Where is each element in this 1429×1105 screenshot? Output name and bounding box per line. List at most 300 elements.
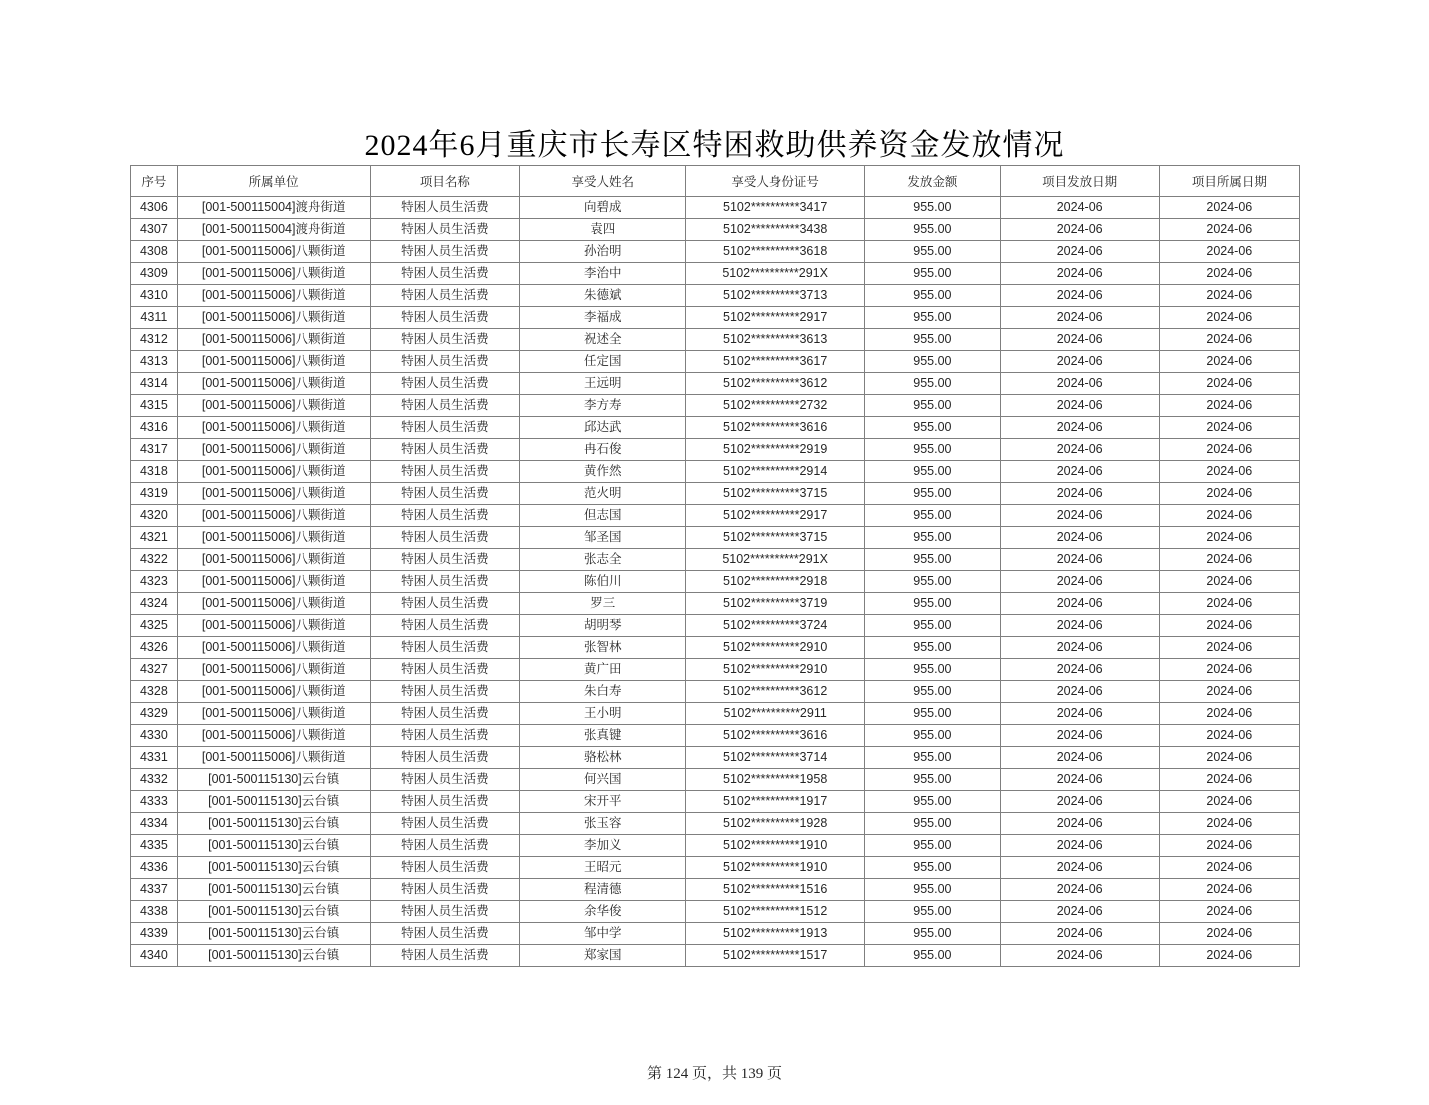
cell-period_date: 2024-06 [1159, 241, 1299, 263]
cell-id: 5102**********1917 [686, 791, 865, 813]
cell-period_date: 2024-06 [1159, 351, 1299, 373]
cell-name: 袁四 [520, 219, 686, 241]
cell-project: 特困人员生活费 [370, 395, 520, 417]
table-row [131, 351, 1300, 373]
cell-name: 但志国 [520, 505, 686, 527]
cell-period_date: 2024-06 [1159, 549, 1299, 571]
cell-amount: 955.00 [865, 835, 1001, 857]
cell-period_date: 2024-06 [1159, 395, 1299, 417]
cell-amount: 955.00 [865, 461, 1001, 483]
cell-unit: [001-500115130]云台镇 [177, 901, 370, 923]
cell-project: 特困人员生活费 [370, 461, 520, 483]
table-row [131, 769, 1300, 791]
cell-name: 黄作然 [520, 461, 686, 483]
cell-id: 5102**********1928 [686, 813, 865, 835]
table-row [131, 725, 1300, 747]
table-row [131, 593, 1300, 615]
cell-seq: 4338 [131, 901, 178, 923]
cell-issue_date: 2024-06 [1000, 329, 1159, 351]
cell-project: 特困人员生活费 [370, 505, 520, 527]
cell-id: 5102**********1516 [686, 879, 865, 901]
cell-project: 特困人员生活费 [370, 703, 520, 725]
cell-amount: 955.00 [865, 725, 1001, 747]
cell-issue_date: 2024-06 [1000, 197, 1159, 219]
cell-name: 李加义 [520, 835, 686, 857]
cell-name: 程清德 [520, 879, 686, 901]
cell-unit: [001-500115004]渡舟街道 [177, 197, 370, 219]
cell-seq: 4330 [131, 725, 178, 747]
cell-id: 5102**********3618 [686, 241, 865, 263]
cell-seq: 4310 [131, 285, 178, 307]
col-header-unit: 所属单位 [177, 166, 370, 197]
cell-issue_date: 2024-06 [1000, 549, 1159, 571]
cell-project: 特困人员生活费 [370, 901, 520, 923]
cell-id: 5102**********1958 [686, 769, 865, 791]
cell-seq: 4333 [131, 791, 178, 813]
table-row [131, 263, 1300, 285]
cell-issue_date: 2024-06 [1000, 659, 1159, 681]
cell-project: 特困人员生活费 [370, 813, 520, 835]
cell-id: 5102**********1913 [686, 923, 865, 945]
cell-amount: 955.00 [865, 923, 1001, 945]
cell-project: 特困人员生活费 [370, 307, 520, 329]
table-body [131, 197, 1300, 967]
table-row [131, 703, 1300, 725]
cell-unit: [001-500115006]八颗街道 [177, 505, 370, 527]
cell-period_date: 2024-06 [1159, 197, 1299, 219]
cell-seq: 4315 [131, 395, 178, 417]
cell-issue_date: 2024-06 [1000, 923, 1159, 945]
cell-unit: [001-500115006]八颗街道 [177, 285, 370, 307]
cell-name: 李福成 [520, 307, 686, 329]
cell-unit: [001-500115006]八颗街道 [177, 659, 370, 681]
table-row [131, 439, 1300, 461]
cell-unit: [001-500115130]云台镇 [177, 791, 370, 813]
table-row [131, 901, 1300, 923]
cell-project: 特困人员生活费 [370, 549, 520, 571]
cell-project: 特困人员生活费 [370, 263, 520, 285]
cell-unit: [001-500115006]八颗街道 [177, 703, 370, 725]
cell-seq: 4313 [131, 351, 178, 373]
cell-issue_date: 2024-06 [1000, 593, 1159, 615]
cell-name: 余华俊 [520, 901, 686, 923]
cell-project: 特困人员生活费 [370, 241, 520, 263]
cell-seq: 4311 [131, 307, 178, 329]
cell-unit: [001-500115006]八颗街道 [177, 395, 370, 417]
table-row [131, 813, 1300, 835]
cell-period_date: 2024-06 [1159, 329, 1299, 351]
cell-name: 骆松林 [520, 747, 686, 769]
cell-amount: 955.00 [865, 285, 1001, 307]
cell-id: 5102**********1512 [686, 901, 865, 923]
cell-amount: 955.00 [865, 593, 1001, 615]
cell-id: 5102**********3724 [686, 615, 865, 637]
cell-issue_date: 2024-06 [1000, 945, 1159, 967]
cell-id: 5102**********3714 [686, 747, 865, 769]
cell-project: 特困人员生活费 [370, 945, 520, 967]
cell-id: 5102**********3612 [686, 373, 865, 395]
cell-unit: [001-500115130]云台镇 [177, 835, 370, 857]
table-row [131, 307, 1300, 329]
cell-name: 张智林 [520, 637, 686, 659]
cell-unit: [001-500115006]八颗街道 [177, 263, 370, 285]
table-row [131, 747, 1300, 769]
cell-issue_date: 2024-06 [1000, 571, 1159, 593]
cell-name: 王小明 [520, 703, 686, 725]
cell-id: 5102**********2917 [686, 307, 865, 329]
cell-name: 郑家国 [520, 945, 686, 967]
cell-period_date: 2024-06 [1159, 813, 1299, 835]
cell-issue_date: 2024-06 [1000, 527, 1159, 549]
table-row [131, 681, 1300, 703]
cell-name: 朱白寿 [520, 681, 686, 703]
cell-id: 5102**********3613 [686, 329, 865, 351]
cell-period_date: 2024-06 [1159, 263, 1299, 285]
cell-project: 特困人员生活费 [370, 637, 520, 659]
col-header-seq: 序号 [131, 166, 178, 197]
cell-amount: 955.00 [865, 241, 1001, 263]
cell-id: 5102**********3616 [686, 417, 865, 439]
cell-seq: 4327 [131, 659, 178, 681]
cell-id: 5102**********2910 [686, 659, 865, 681]
table-row [131, 241, 1300, 263]
cell-project: 特困人员生活费 [370, 329, 520, 351]
cell-project: 特困人员生活费 [370, 285, 520, 307]
cell-seq: 4312 [131, 329, 178, 351]
cell-name: 冉石俊 [520, 439, 686, 461]
cell-period_date: 2024-06 [1159, 681, 1299, 703]
cell-period_date: 2024-06 [1159, 945, 1299, 967]
cell-unit: [001-500115006]八颗街道 [177, 373, 370, 395]
cell-unit: [001-500115006]八颗街道 [177, 483, 370, 505]
table-row [131, 879, 1300, 901]
cell-amount: 955.00 [865, 307, 1001, 329]
cell-amount: 955.00 [865, 747, 1001, 769]
cell-unit: [001-500115130]云台镇 [177, 879, 370, 901]
cell-project: 特困人员生活费 [370, 835, 520, 857]
cell-issue_date: 2024-06 [1000, 439, 1159, 461]
cell-name: 张玉容 [520, 813, 686, 835]
cell-id: 5102**********3713 [686, 285, 865, 307]
cell-id: 5102**********1517 [686, 945, 865, 967]
cell-seq: 4318 [131, 461, 178, 483]
col-header-period-date: 项目所属日期 [1159, 166, 1299, 197]
cell-amount: 955.00 [865, 879, 1001, 901]
cell-period_date: 2024-06 [1159, 307, 1299, 329]
cell-unit: [001-500115006]八颗街道 [177, 417, 370, 439]
cell-period_date: 2024-06 [1159, 879, 1299, 901]
cell-seq: 4306 [131, 197, 178, 219]
cell-seq: 4336 [131, 857, 178, 879]
cell-id: 5102**********2919 [686, 439, 865, 461]
table-row [131, 197, 1300, 219]
cell-name: 王远明 [520, 373, 686, 395]
cell-issue_date: 2024-06 [1000, 703, 1159, 725]
table-row [131, 571, 1300, 593]
cell-amount: 955.00 [865, 637, 1001, 659]
cell-name: 张志全 [520, 549, 686, 571]
cell-amount: 955.00 [865, 813, 1001, 835]
cell-project: 特困人员生活费 [370, 681, 520, 703]
cell-id: 5102**********291X [686, 263, 865, 285]
cell-period_date: 2024-06 [1159, 791, 1299, 813]
cell-unit: [001-500115006]八颗街道 [177, 351, 370, 373]
cell-amount: 955.00 [865, 681, 1001, 703]
cell-id: 5102**********1910 [686, 857, 865, 879]
cell-period_date: 2024-06 [1159, 483, 1299, 505]
cell-period_date: 2024-06 [1159, 659, 1299, 681]
cell-unit: [001-500115006]八颗街道 [177, 329, 370, 351]
table-row [131, 219, 1300, 241]
cell-name: 王昭元 [520, 857, 686, 879]
cell-issue_date: 2024-06 [1000, 681, 1159, 703]
cell-unit: [001-500115130]云台镇 [177, 769, 370, 791]
cell-name: 邱达武 [520, 417, 686, 439]
cell-project: 特困人员生活费 [370, 439, 520, 461]
cell-period_date: 2024-06 [1159, 285, 1299, 307]
cell-seq: 4320 [131, 505, 178, 527]
cell-project: 特困人员生活费 [370, 571, 520, 593]
cell-seq: 4339 [131, 923, 178, 945]
cell-name: 朱德斌 [520, 285, 686, 307]
cell-id: 5102**********3616 [686, 725, 865, 747]
cell-unit: [001-500115006]八颗街道 [177, 571, 370, 593]
cell-seq: 4335 [131, 835, 178, 857]
cell-unit: [001-500115006]八颗街道 [177, 747, 370, 769]
cell-issue_date: 2024-06 [1000, 857, 1159, 879]
cell-unit: [001-500115130]云台镇 [177, 813, 370, 835]
cell-id: 5102**********2914 [686, 461, 865, 483]
cell-amount: 955.00 [865, 703, 1001, 725]
cell-name: 罗三 [520, 593, 686, 615]
cell-project: 特困人员生活费 [370, 791, 520, 813]
table-row [131, 285, 1300, 307]
cell-period_date: 2024-06 [1159, 439, 1299, 461]
cell-name: 宋开平 [520, 791, 686, 813]
cell-issue_date: 2024-06 [1000, 351, 1159, 373]
cell-period_date: 2024-06 [1159, 461, 1299, 483]
cell-project: 特困人员生活费 [370, 615, 520, 637]
cell-unit: [001-500115130]云台镇 [177, 923, 370, 945]
table-row [131, 835, 1300, 857]
cell-name: 张真键 [520, 725, 686, 747]
cell-seq: 4307 [131, 219, 178, 241]
cell-unit: [001-500115006]八颗街道 [177, 527, 370, 549]
cell-seq: 4319 [131, 483, 178, 505]
cell-seq: 4328 [131, 681, 178, 703]
cell-issue_date: 2024-06 [1000, 615, 1159, 637]
table-header-row [131, 166, 1300, 197]
cell-name: 李治中 [520, 263, 686, 285]
cell-project: 特困人员生活费 [370, 197, 520, 219]
col-header-id: 享受人身份证号 [686, 166, 865, 197]
cell-name: 邹中学 [520, 923, 686, 945]
cell-id: 5102**********2732 [686, 395, 865, 417]
table-row [131, 637, 1300, 659]
cell-unit: [001-500115006]八颗街道 [177, 461, 370, 483]
cell-id: 5102**********3612 [686, 681, 865, 703]
cell-period_date: 2024-06 [1159, 747, 1299, 769]
cell-seq: 4321 [131, 527, 178, 549]
cell-period_date: 2024-06 [1159, 901, 1299, 923]
cell-issue_date: 2024-06 [1000, 747, 1159, 769]
cell-id: 5102**********3715 [686, 483, 865, 505]
cell-unit: [001-500115006]八颗街道 [177, 593, 370, 615]
cell-id: 5102**********3438 [686, 219, 865, 241]
cell-amount: 955.00 [865, 373, 1001, 395]
cell-project: 特困人员生活费 [370, 923, 520, 945]
cell-period_date: 2024-06 [1159, 769, 1299, 791]
cell-issue_date: 2024-06 [1000, 769, 1159, 791]
cell-seq: 4323 [131, 571, 178, 593]
cell-name: 范火明 [520, 483, 686, 505]
cell-amount: 955.00 [865, 945, 1001, 967]
cell-period_date: 2024-06 [1159, 571, 1299, 593]
cell-seq: 4325 [131, 615, 178, 637]
cell-seq: 4337 [131, 879, 178, 901]
cell-issue_date: 2024-06 [1000, 483, 1159, 505]
table-row [131, 945, 1300, 967]
cell-issue_date: 2024-06 [1000, 373, 1159, 395]
cell-period_date: 2024-06 [1159, 373, 1299, 395]
cell-period_date: 2024-06 [1159, 637, 1299, 659]
cell-name: 黄广田 [520, 659, 686, 681]
cell-name: 胡明琴 [520, 615, 686, 637]
cell-name: 陈伯川 [520, 571, 686, 593]
cell-period_date: 2024-06 [1159, 835, 1299, 857]
cell-id: 5102**********3719 [686, 593, 865, 615]
cell-name: 李方寿 [520, 395, 686, 417]
cell-project: 特困人员生活费 [370, 417, 520, 439]
cell-id: 5102**********291X [686, 549, 865, 571]
cell-issue_date: 2024-06 [1000, 219, 1159, 241]
table-row [131, 527, 1300, 549]
cell-unit: [001-500115006]八颗街道 [177, 725, 370, 747]
cell-name: 任定国 [520, 351, 686, 373]
table-row [131, 461, 1300, 483]
cell-unit: [001-500115130]云台镇 [177, 857, 370, 879]
cell-amount: 955.00 [865, 791, 1001, 813]
cell-seq: 4332 [131, 769, 178, 791]
cell-period_date: 2024-06 [1159, 725, 1299, 747]
cell-period_date: 2024-06 [1159, 417, 1299, 439]
cell-amount: 955.00 [865, 219, 1001, 241]
col-header-issue-date: 项目发放日期 [1000, 166, 1159, 197]
cell-amount: 955.00 [865, 527, 1001, 549]
cell-id: 5102**********1910 [686, 835, 865, 857]
cell-issue_date: 2024-06 [1000, 505, 1159, 527]
cell-seq: 4329 [131, 703, 178, 725]
cell-name: 孙治明 [520, 241, 686, 263]
table-row [131, 505, 1300, 527]
cell-id: 5102**********3617 [686, 351, 865, 373]
cell-issue_date: 2024-06 [1000, 835, 1159, 857]
cell-seq: 4326 [131, 637, 178, 659]
cell-period_date: 2024-06 [1159, 593, 1299, 615]
cell-id: 5102**********2918 [686, 571, 865, 593]
cell-unit: [001-500115006]八颗街道 [177, 681, 370, 703]
cell-unit: [001-500115006]八颗街道 [177, 637, 370, 659]
cell-amount: 955.00 [865, 329, 1001, 351]
cell-project: 特困人员生活费 [370, 857, 520, 879]
cell-project: 特困人员生活费 [370, 219, 520, 241]
cell-seq: 4340 [131, 945, 178, 967]
table-row [131, 549, 1300, 571]
cell-amount: 955.00 [865, 615, 1001, 637]
page-number: 第 124 页，共 139 页 [646, 1066, 782, 1082]
cell-issue_date: 2024-06 [1000, 813, 1159, 835]
cell-amount: 955.00 [865, 857, 1001, 879]
cell-id: 5102**********3417 [686, 197, 865, 219]
cell-project: 特困人员生活费 [370, 769, 520, 791]
cell-issue_date: 2024-06 [1000, 791, 1159, 813]
cell-project: 特困人员生活费 [370, 593, 520, 615]
table-header [131, 166, 1300, 197]
cell-issue_date: 2024-06 [1000, 395, 1159, 417]
cell-period_date: 2024-06 [1159, 615, 1299, 637]
cell-period_date: 2024-06 [1159, 505, 1299, 527]
cell-seq: 4314 [131, 373, 178, 395]
cell-project: 特困人员生活费 [370, 527, 520, 549]
cell-amount: 955.00 [865, 351, 1001, 373]
cell-project: 特困人员生活费 [370, 879, 520, 901]
cell-issue_date: 2024-06 [1000, 461, 1159, 483]
cell-amount: 955.00 [865, 395, 1001, 417]
cell-issue_date: 2024-06 [1000, 263, 1159, 285]
cell-seq: 4308 [131, 241, 178, 263]
cell-period_date: 2024-06 [1159, 527, 1299, 549]
cell-name: 向碧成 [520, 197, 686, 219]
cell-unit: [001-500115006]八颗街道 [177, 549, 370, 571]
col-header-name: 享受人姓名 [520, 166, 686, 197]
cell-id: 5102**********3715 [686, 527, 865, 549]
cell-amount: 955.00 [865, 417, 1001, 439]
cell-unit: [001-500115006]八颗街道 [177, 439, 370, 461]
cell-amount: 955.00 [865, 505, 1001, 527]
cell-project: 特困人员生活费 [370, 351, 520, 373]
table-row [131, 395, 1300, 417]
cell-amount: 955.00 [865, 197, 1001, 219]
cell-id: 5102**********2910 [686, 637, 865, 659]
cell-issue_date: 2024-06 [1000, 417, 1159, 439]
table-row [131, 483, 1300, 505]
cell-amount: 955.00 [865, 901, 1001, 923]
cell-name: 邹圣国 [520, 527, 686, 549]
cell-seq: 4324 [131, 593, 178, 615]
cell-project: 特困人员生活费 [370, 659, 520, 681]
cell-issue_date: 2024-06 [1000, 307, 1159, 329]
cell-amount: 955.00 [865, 439, 1001, 461]
cell-unit: [001-500115006]八颗街道 [177, 615, 370, 637]
cell-id: 5102**********2911 [686, 703, 865, 725]
col-header-project: 项目名称 [370, 166, 520, 197]
cell-issue_date: 2024-06 [1000, 285, 1159, 307]
cell-amount: 955.00 [865, 571, 1001, 593]
cell-amount: 955.00 [865, 483, 1001, 505]
table-row [131, 659, 1300, 681]
cell-issue_date: 2024-06 [1000, 725, 1159, 747]
cell-project: 特困人员生活费 [370, 725, 520, 747]
cell-issue_date: 2024-06 [1000, 879, 1159, 901]
cell-unit: [001-500115006]八颗街道 [177, 307, 370, 329]
table-row [131, 329, 1300, 351]
cell-project: 特困人员生活费 [370, 483, 520, 505]
table-row [131, 923, 1300, 945]
table-row [131, 417, 1300, 439]
cell-unit: [001-500115004]渡舟街道 [177, 219, 370, 241]
cell-id: 5102**********2917 [686, 505, 865, 527]
cell-amount: 955.00 [865, 263, 1001, 285]
